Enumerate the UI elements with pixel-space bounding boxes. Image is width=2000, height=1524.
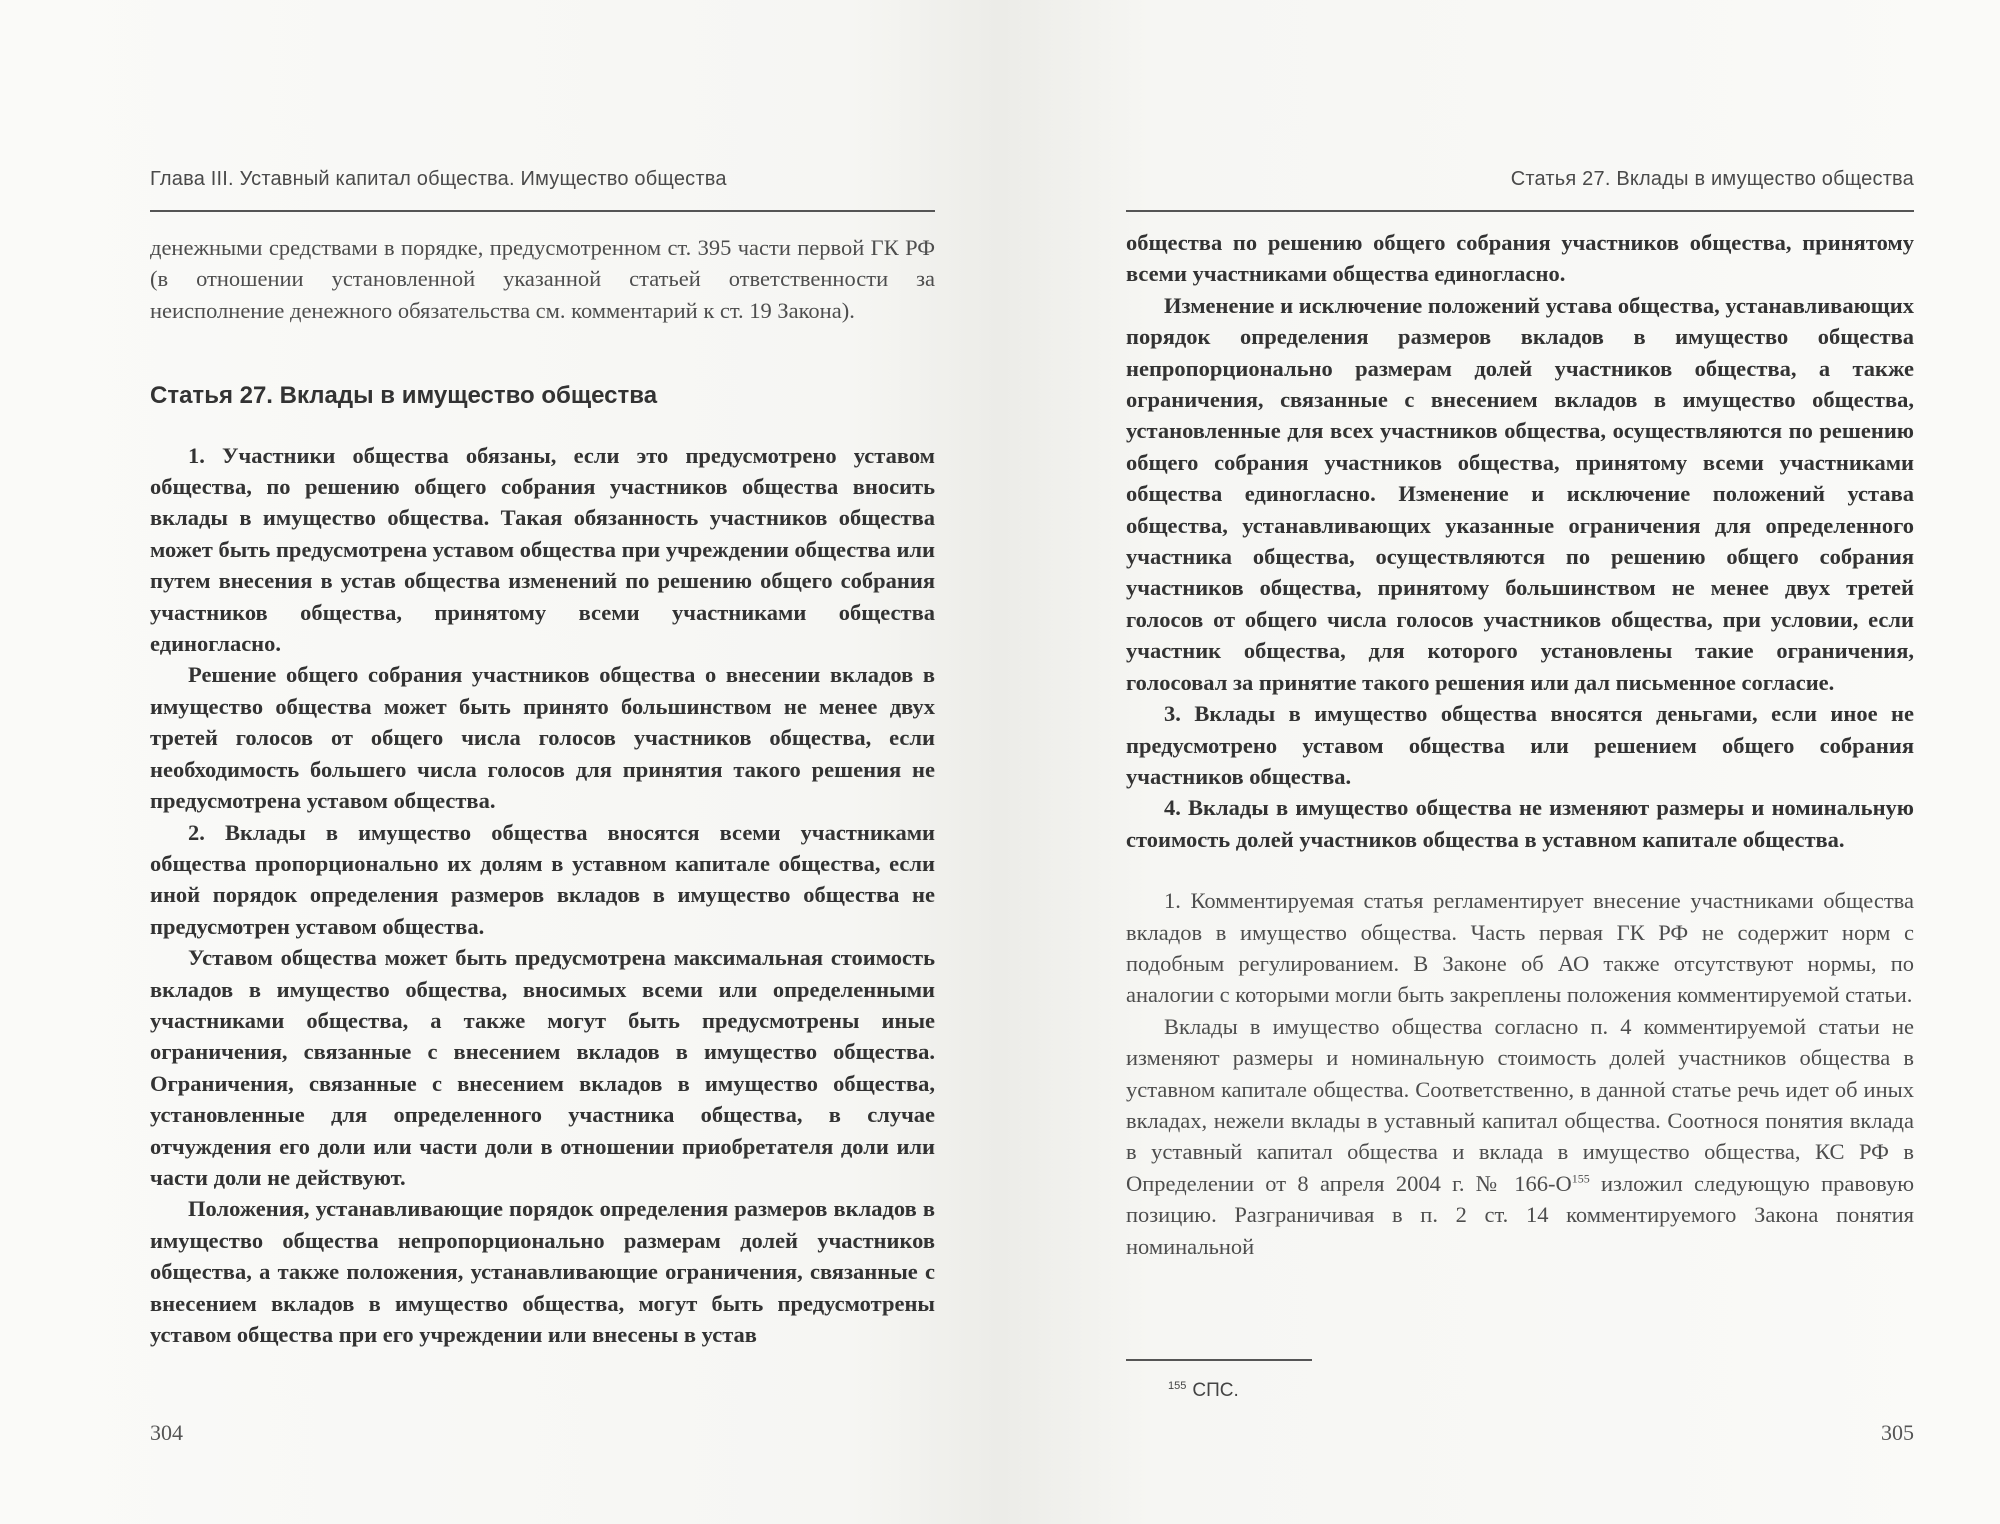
law-paragraph: Уставом общества может быть предусмотрена максимальная стоимость вкладов в имущество общества, вносимых всеми или определенными участниками общества, а также могут быть предусмотрены иные ограничения, связанные с внесением вкладов в имущество общества. Ограничения, связанные с внесением вкладов в имущество общества, установленные для определенного участника общества, в случае отчуждения его доли или части доли в отношении приобретателя доли или части доли не действуют. xyxy=(150,945,935,1190)
header-rule-left xyxy=(150,210,935,212)
left-body-text xyxy=(150,232,935,1350)
law-paragraph: 3. Вклады в имущество общества вносятся деньгами, если иное не предусмотрено уставом общества или решением общего собрания участников общества. xyxy=(1126,701,1914,789)
right-page xyxy=(1000,0,2000,1524)
law-paragraph: 2. Вклады в имущество общества вносятся всеми участниками общества пропорционально их долям в уставном капитале общества, если иной порядок определения размеров вкладов в имущество общества не предусмотрен уставом общества. xyxy=(150,819,935,939)
footnote-reference[interactable]: 155 xyxy=(1571,1171,1590,1186)
commentary-paragraph xyxy=(1126,1011,1914,1262)
law-paragraph: Изменение и исключение положений устава общества, устанавливающих порядок определения размеров вкладов в имущество общества непропорционально размерам долей участников общества, а также ограничения, связанные с внесением вкладов в имущество общества, установленные для всех участников общества, осуществляются по решению общего собрания участников общества, принятому всеми участниками общества единогласно. Изменение и исключение положений устава общества, устанавливающих указанные ограничения для определенного участника общества, осуществляются по решению общего собрания участников общества, принятому большинством не менее двух третей голосов от общего числа голосов участников общества, при условии, если участник общества, для которого установлены такие ограничения, голосовал за принятие такого решения или дал письменное согласие. xyxy=(1126,292,1914,695)
law-paragraph: Решение общего собрания участников общества о внесении вкладов в имущество общества может быть принято большинством не менее двух третей голосов от общего числа голосов участников общества, если необходимость большего числа голосов для принятия такого решения не предусмотрена уставом общества. xyxy=(150,662,935,814)
right-body-text xyxy=(1126,227,1914,1262)
page-number-right: 305 xyxy=(1881,1420,1914,1445)
commentary-paragraph: 1. Комментируемая статья регламентирует внесение участниками общества вкладов в имущество общества. Часть первая ГК РФ не содержит норм с подобным регулированием. В Законе об АО также отсутствуют нормы, по аналогии с которыми могли быть закреплены положения комментируемой статьи. xyxy=(1126,888,1914,1008)
running-head-left: Глава III. Уставный капитал общества. Имущество общества xyxy=(150,168,727,190)
law-paragraph: 4. Вклады в имущество общества не изменяют размеры и номинальную стоимость долей участников общества в уставном капитале общества. xyxy=(1126,795,1914,852)
footnote-rule xyxy=(1126,1359,1312,1361)
article-heading: Статья 27. Вклады в имущество общества xyxy=(150,382,658,410)
continuation-paragraph: денежными средствами в порядке, предусмотренном ст. 395 части первой ГК РФ (в отношении установленной указанной статьей ответственности за неисполнение денежного обязательства см. комментарий к ст. 19 Закона). xyxy=(150,235,935,323)
footnote-text: СПС. xyxy=(1192,1380,1239,1401)
header-rule-right xyxy=(1126,210,1914,212)
law-paragraph: 1. Участники общества обязаны, если это предусмотрено уставом общества, по решению общего собрания участников общества вносить вклады в имущество общества. Такая обязанность участников общества может быть предусмотрена уставом общества при учреждении общества или путем внесения в устав общества изменений по решению общего собрания участников общества, принятому всеми участниками общества единогласно. xyxy=(150,442,935,657)
law-paragraph: Положения, устанавливающие порядок определения размеров вкладов в имущество общества непропорционально размерам долей участников общества, а также положения, устанавливающие ограничения, связанные с внесением вкладов в имущество общества, могут быть предусмотрены уставом общества при его учреждении или внесены в устав xyxy=(150,1196,935,1347)
footnote-number: 155 xyxy=(1168,1379,1187,1392)
law-paragraph: общества по решению общего собрания участников общества, принятому всеми участниками общества единогласно. xyxy=(1126,230,1914,287)
page-number-left: 304 xyxy=(150,1420,183,1445)
section-gap xyxy=(1126,855,1914,885)
footnote xyxy=(1168,1380,1239,1402)
commentary-text: изложил следующую правовую позицию. Разграничивая в п. 2 ст. 14 комментируемого Закона понятия номинальной xyxy=(1126,1170,1914,1259)
commentary-text: Вклады в имущество общества согласно п. 4 комментируемой статьи не изменяют размеры и номинальную стоимость долей участников общества в уставном капитале общества. Соответственно, в данной статье речь идет об иных вкладах, нежели вклады в уставный капитал общества. Соотнося понятия вклада в уставный капитал общества и вклада в имущество общества, КС РФ в Определении от 8 апреля 2004 г. № 166-О xyxy=(1126,1013,1914,1196)
running-head-right: Статья 27. Вклады в имущество общества xyxy=(1510,168,1914,190)
